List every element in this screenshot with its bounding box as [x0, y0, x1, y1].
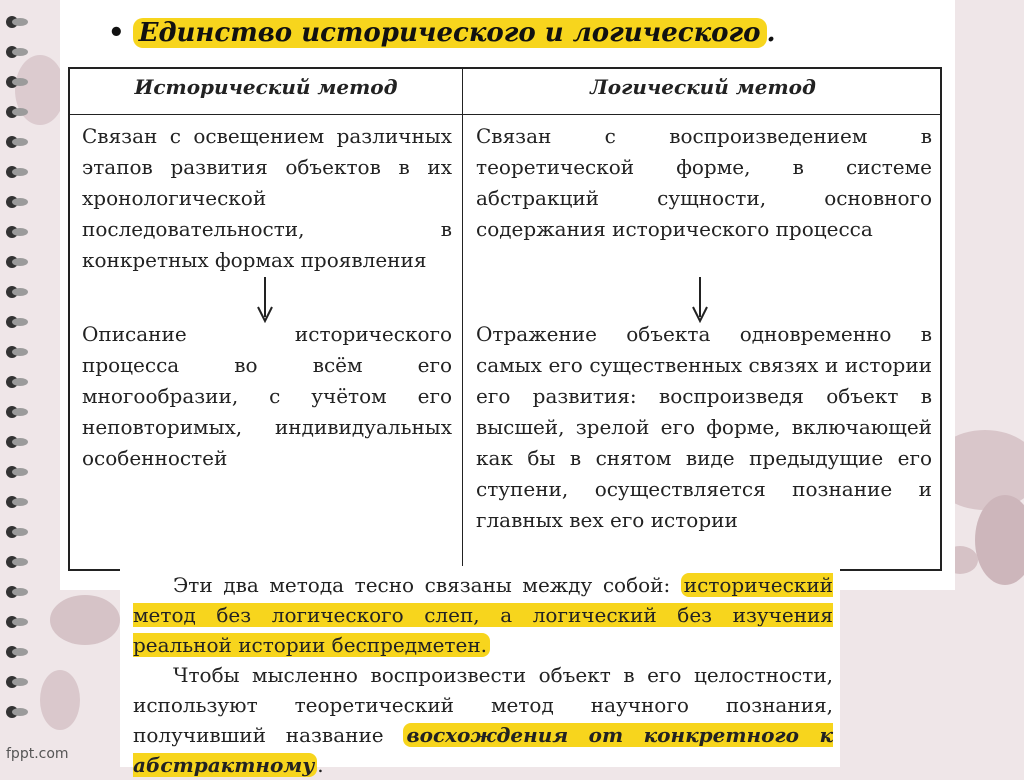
paragraph2-end: .: [317, 753, 324, 777]
title-period: .: [766, 18, 776, 48]
paragraph1-highlight: исторический метод без логического слеп, а логический без изучения реальной истории беспредметен.: [133, 573, 833, 657]
header-historical-method: Исторический метод: [134, 75, 398, 99]
bottom-text-block: [120, 566, 840, 777]
paragraph1-text: Эти два метода тесно связаны между собой:: [173, 573, 681, 597]
table-column-divider: [462, 69, 463, 569]
table-header-divider: [70, 114, 940, 115]
arrow-down-icon: [255, 277, 275, 323]
bullet: •: [108, 18, 125, 48]
notebook-spiral: [0, 0, 30, 767]
historical-method-description: Связан с освещением различных этапов развития объектов в их хронологической последовательности, в конкретных формах проявления: [82, 124, 452, 272]
logical-method-result: Отражение объекта одновременно в самых его существенных связях и истории его развития: воспроизведя объект в высшей, зрелой его форме, включающей как бы в снятом виде предыдущие его ступени, осуществляется познание и главных вех его истории: [476, 322, 932, 532]
paragraph2-text: Чтобы мысленно воспроизвести объект в его целостности, используют теоретический метод научного познания, получивший название: [133, 663, 833, 747]
paragraph2-highlight: восхождения от конкретного к абстрактному: [133, 723, 833, 777]
fppt-watermark: fppt.com: [6, 746, 69, 762]
header-logical-method: Логический метод: [590, 75, 816, 99]
historical-method-result: Описание исторического процесса во всём его многообразии, с учётом его неповторимых, индивидуальных особенностей: [82, 322, 452, 470]
paragraph-methods-link: [133, 570, 833, 660]
paragraph-ascent-method: [133, 660, 833, 780]
methods-table: [68, 67, 942, 571]
title-highlight: Единство исторического и логического: [133, 18, 767, 48]
logical-method-description: Связан с воспроизведением в теоретической форме, в системе абстракций сущности, основного содержания исторического процесса: [476, 124, 932, 241]
page-title: [108, 18, 776, 48]
arrow-down-icon: [690, 277, 710, 323]
